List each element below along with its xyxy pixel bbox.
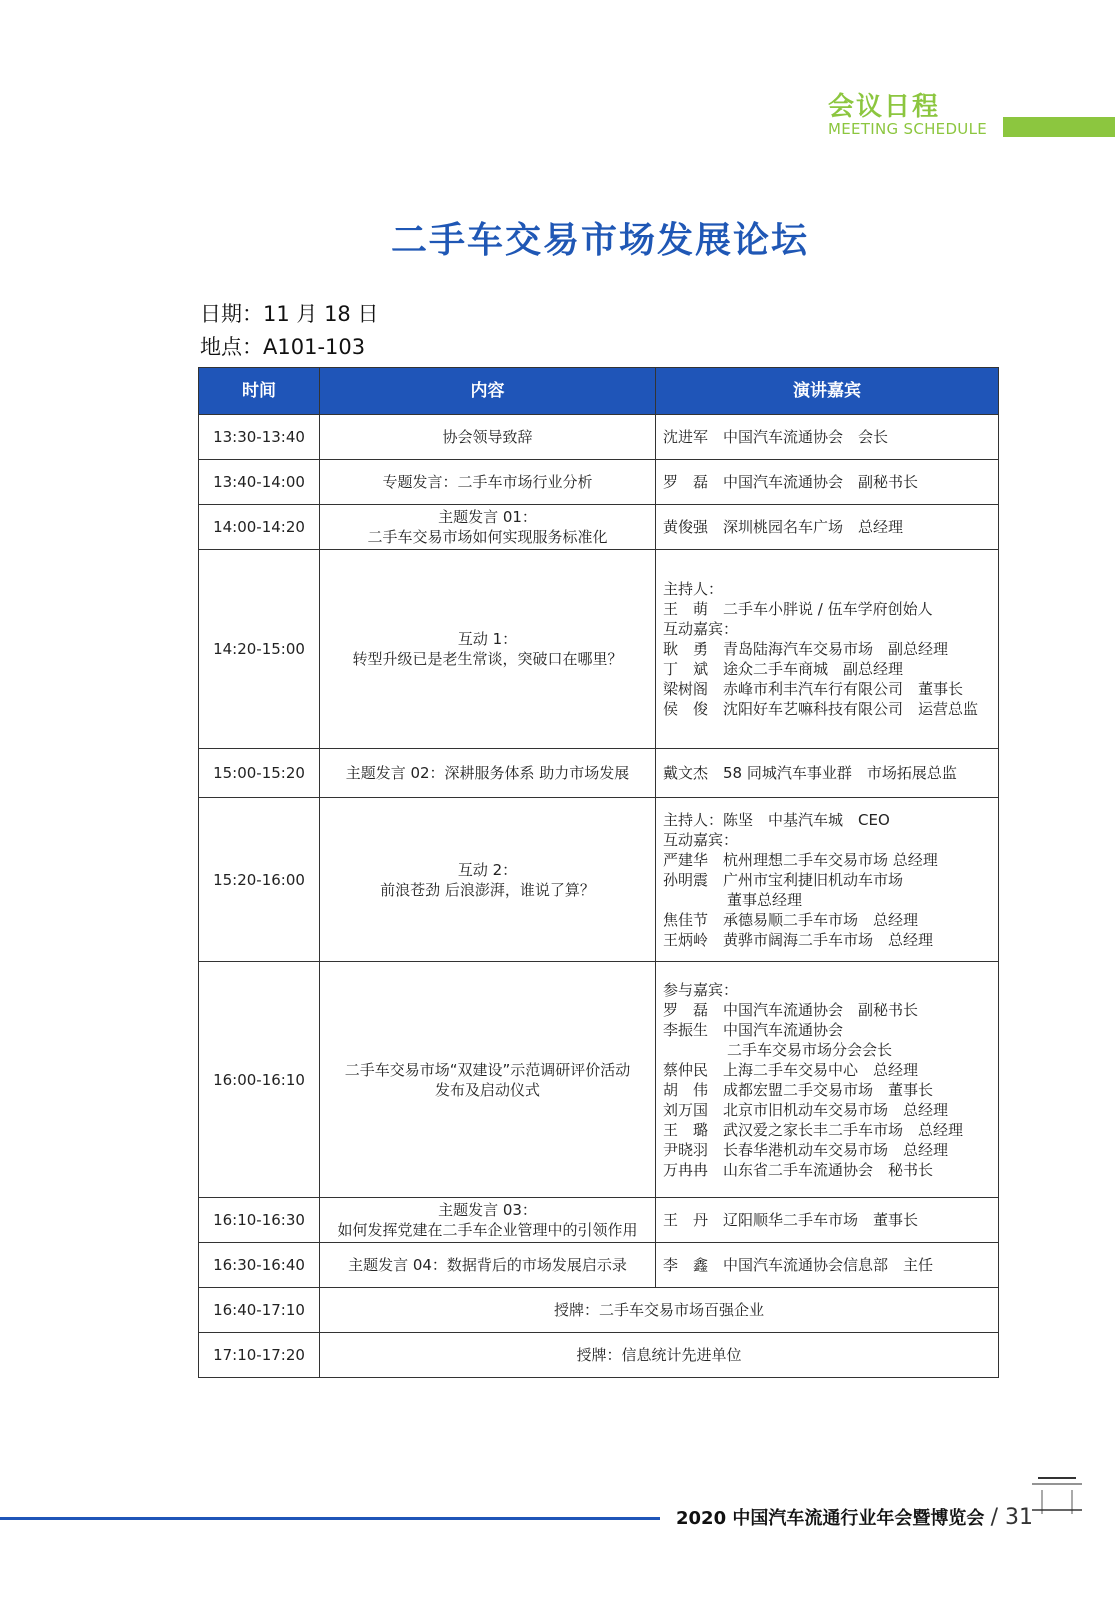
event-logo-icon [1032,1470,1082,1520]
speaker-line: 二手车交易市场分会会长 [727,1040,893,1059]
table-row [199,1333,999,1378]
speaker-line: 互动嘉宾： [663,620,739,638]
content-line: 二手车交易市场“双建设”示范调研评价活动 [344,1060,631,1079]
schedule-table [198,367,999,1378]
column-header-speakers: 演讲嘉宾 [656,368,999,415]
content-line: 互动 2： [457,860,518,879]
speaker-line: 主持人：陈坚 中基汽车城 CEO [663,810,890,829]
content-line: 互动 1： [457,630,518,648]
speaker-line: 黄俊强 深圳桃园名车广场 总经理 [663,518,904,536]
content-line: 主题发言 02：深耕服务体系 助力市场发展 [345,764,630,782]
section-title-zh: 会议日程 [828,92,941,122]
speaker-line: 罗 磊 中国汽车流通协会 副秘书长 [663,1000,919,1019]
content-line: 主题发言 04：数据背后的市场发展启示录 [348,1256,627,1274]
date-line: 日期：11 月 18 日 [200,302,379,326]
speaker-line: 互动嘉宾： [663,830,739,849]
time-cell: 14:00-14:20 [199,505,320,550]
speaker-line: 刘万国 北京市旧机动车交易市场 总经理 [663,1100,949,1119]
content-cell [320,460,656,505]
table-row [199,798,999,962]
speakers-cell [656,1198,999,1243]
speaker-line: 焦佳节 承德易顺二手车市场 总经理 [663,910,919,929]
schedule-body [199,415,999,1378]
content-cell [320,550,656,749]
table-row [199,415,999,460]
time-cell: 16:40-17:10 [199,1288,320,1333]
speaker-line: 耿 勇 青岛陆海汽车交易市场 副总经理 [663,640,949,658]
speakers-cell [656,460,999,505]
speaker-line: 蔡仲民 上海二手车交易中心 总经理 [663,1060,919,1079]
table-row [199,550,999,749]
speaker-line: 王炳岭 黄骅市阔海二手车市场 总经理 [663,930,934,949]
column-header-time: 时间 [199,368,320,415]
speaker-line: 戴文杰 58 同城汽车事业群 市场拓展总监 [663,764,957,782]
speakers-cell [656,1243,999,1288]
speakers-cell [656,749,999,798]
content-cell [320,505,656,550]
venue-line: 地点：A101-103 [200,335,366,359]
table-row [199,749,999,798]
footer-event-name: 2020 中国汽车流通行业年会暨博览会 [676,1508,985,1529]
speaker-line: 参与嘉宾： [663,980,739,999]
content-line: 转型升级已是老生常谈，突破口在哪里？ [352,650,623,668]
time-cell: 17:10-17:20 [199,1333,320,1378]
speaker-line: 沈进军 中国汽车流通协会 会长 [663,428,889,446]
content-cell [320,798,656,962]
content-cell [320,1243,656,1288]
time-cell: 13:30-13:40 [199,415,320,460]
merged-content-cell: 授牌：信息统计先进单位 [320,1333,999,1378]
content-cell [320,415,656,460]
content-cell [320,962,656,1198]
time-cell: 13:40-14:00 [199,460,320,505]
content-line: 如何发挥党建在二手车企业管理中的引领作用 [337,1221,638,1239]
column-header-content: 内容 [320,368,656,415]
content-cell [320,1198,656,1243]
content-line: 前浪苍劲 后浪澎湃，谁说了算？ [380,880,595,899]
content-line: 协会领导致辞 [442,428,533,446]
speaker-line: 李振生 中国汽车流通协会 [663,1020,844,1039]
section-title-en: MEETING SCHEDULE [828,120,988,138]
speaker-line: 侯 俊 沈阳好车艺嘛科技有限公司 运营总监 [663,700,979,718]
speaker-line: 王 萌 二手车小胖说 / 伍车学府创始人 [663,600,933,618]
header-accent-bar [1003,117,1115,137]
content-line: 主题发言 03： [438,1201,537,1219]
speaker-line: 董事总经理 [727,890,803,909]
speakers-cell [656,962,999,1198]
speaker-line: 王 璐 武汉爱之家长丰二手车市场 总经理 [663,1120,964,1139]
speaker-line: 梁树阁 赤峰市利丰汽车行有限公司 董事长 [663,680,964,698]
speaker-line: 李 鑫 中国汽车流通协会信息部 主任 [663,1256,934,1274]
speaker-line: 严建华 杭州理想二手车交易市场 总经理 [663,850,938,869]
speaker-line: 王 丹 辽阳顺华二手车市场 董事长 [663,1211,919,1229]
table-row [199,1288,999,1333]
speaker-line: 罗 磊 中国汽车流通协会 副秘书长 [663,473,919,491]
table-row [199,505,999,550]
content-cell [320,749,656,798]
speaker-line: 尹晓羽 长春华港机动车交易市场 总经理 [663,1140,949,1159]
speaker-line: 主持人： [663,580,724,598]
table-row [199,1243,999,1288]
table-row [199,1198,999,1243]
content-line: 专题发言：二手车市场行业分析 [382,473,593,491]
time-cell: 16:30-16:40 [199,1243,320,1288]
speakers-cell [656,505,999,550]
content-line: 二手车交易市场如何实现服务标准化 [367,528,608,546]
speaker-line: 胡 伟 成都宏盟二手交易市场 董事长 [663,1080,934,1099]
speaker-line: 万冉冉 山东省二手车流通协会 秘书长 [663,1160,934,1179]
page-number: / 31 [990,1505,1034,1530]
table-row [199,962,999,1198]
content-line: 主题发言 01： [438,508,537,526]
table-row [199,460,999,505]
time-cell: 16:10-16:30 [199,1198,320,1243]
merged-content-cell: 授牌：二手车交易市场百强企业 [320,1288,999,1333]
footer-rule [0,1517,660,1520]
time-cell: 14:20-15:00 [199,550,320,749]
time-cell: 16:00-16:10 [199,962,320,1198]
time-cell: 15:00-15:20 [199,749,320,798]
time-cell: 15:20-16:00 [199,798,320,962]
page-title: 二手车交易市场发展论坛 [390,219,809,261]
speaker-line: 丁 斌 途众二手车商城 副总经理 [663,660,904,678]
table-header-row [199,368,999,415]
speakers-cell [656,415,999,460]
speaker-line: 孙明震 广州市宝利捷旧机动车市场 [663,870,904,889]
content-line: 发布及启动仪式 [434,1080,540,1099]
speakers-cell [656,798,999,962]
footer-caption [676,1504,1033,1530]
speakers-cell [656,550,999,749]
